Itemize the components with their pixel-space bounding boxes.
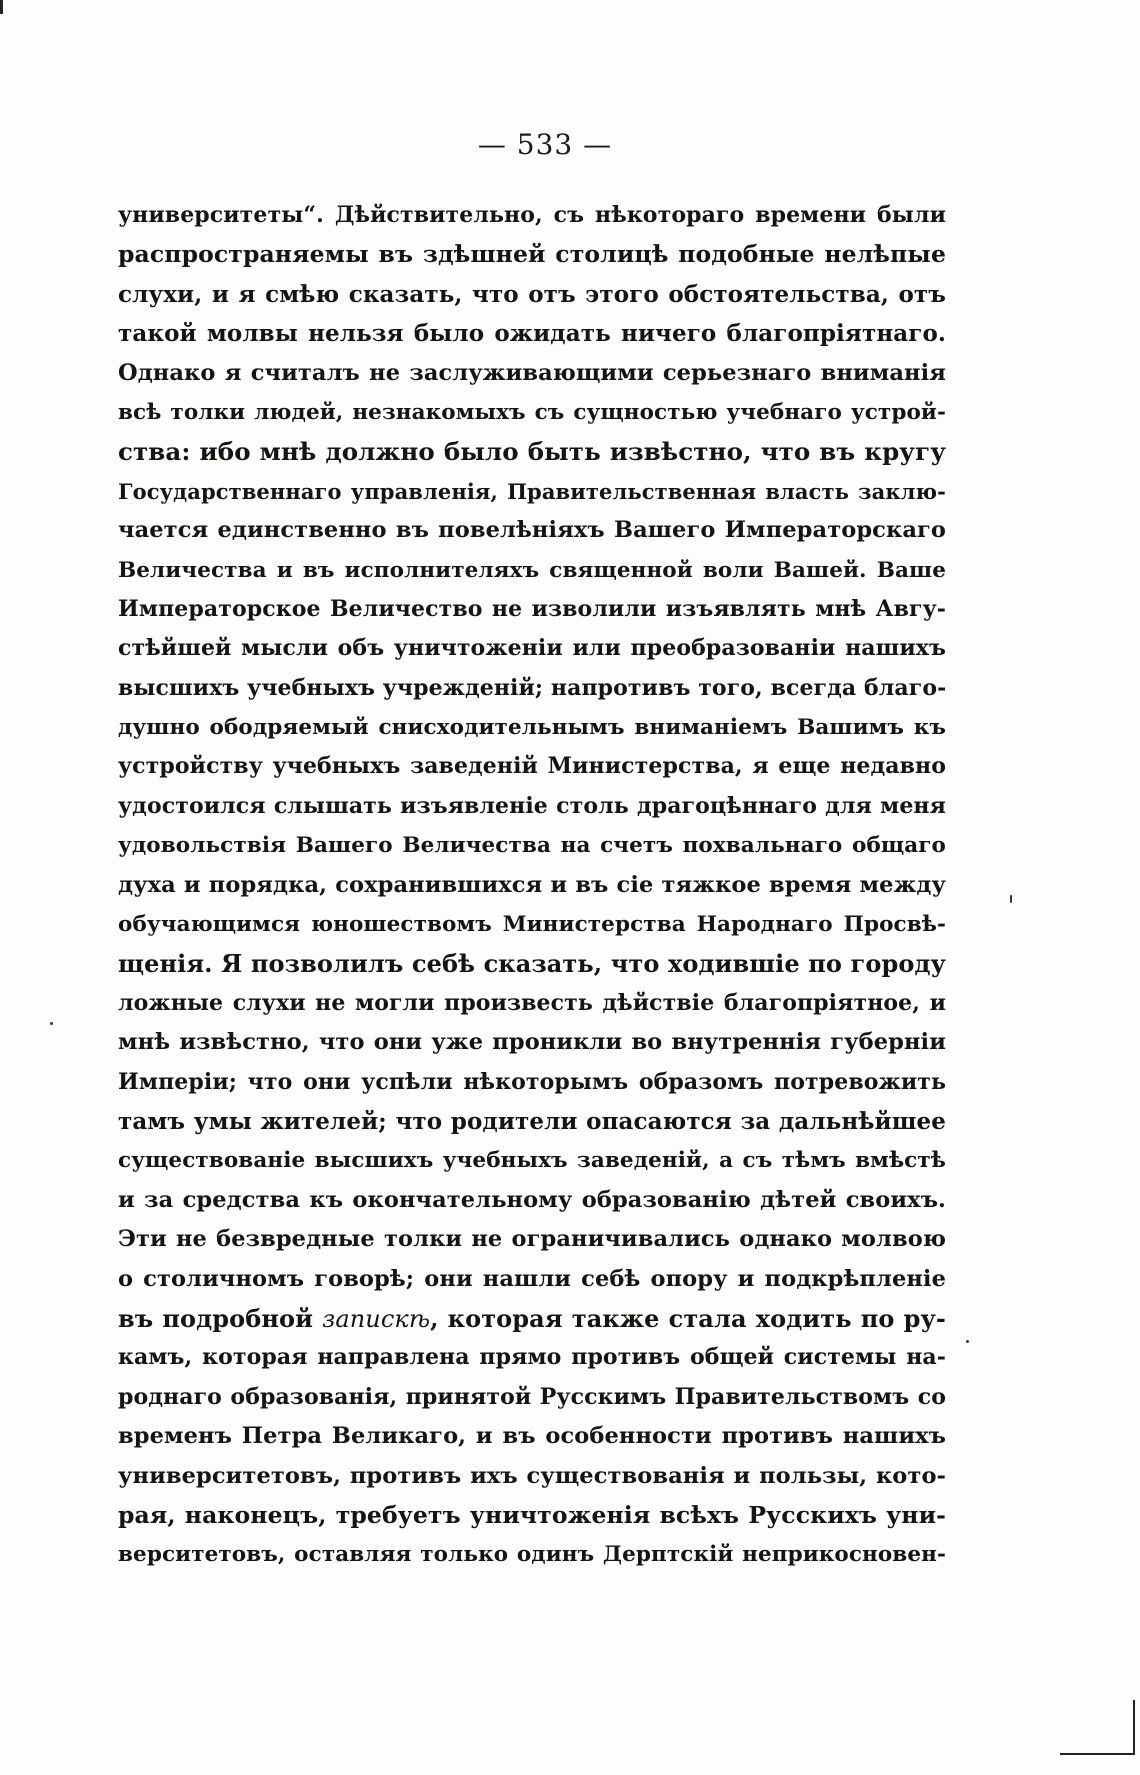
scan-corner-mark [1060, 1753, 1135, 1755]
text-line: духа и порядка, сохранившихся и въ сіе тяжкое время между [118, 871, 946, 898]
text-line: Имперіи; что они успѣли нѣкоторымъ образомъ потревожить [118, 1068, 946, 1095]
text-line: удовольствія Вашего Величества на счетъ похвальнаго общаго [118, 833, 946, 859]
text-line: слухи, и я смѣю сказать, что отъ этого обстоятельства, отъ [118, 280, 946, 308]
text-line: Эти не безвредные толки не ограничивались однако молвою [118, 1226, 946, 1253]
text-line: ства: ибо мнѣ должно было быть извѣстно, что въ кругу [118, 437, 946, 467]
text-segment: въ подробной [118, 1303, 314, 1333]
body-text [118, 196, 946, 1575]
text-line: ложные слухи не могли произвесть дѣйствіе благопріятное, и [118, 989, 946, 1016]
text-line: обучающимся юношествомъ Министерства Народнаго Просвѣ- [118, 912, 946, 938]
text-line: верситетовъ, оставляя только одинъ Дерптскій неприкосновен- [118, 1542, 946, 1568]
text-line: стѣйшей мысли объ уничтоженіи или преобразованіи нашихъ [118, 635, 946, 662]
text-line: временъ Петра Великаго, и въ особенности противъ нашихъ [118, 1423, 946, 1450]
text-line: камъ, которая направлена прямо противъ общей системы на- [118, 1344, 946, 1371]
text-line: Величества и въ исполнителяхъ священной воли Вашей. Ваше [118, 557, 946, 583]
text-line: университетовъ, противъ ихъ существованія и пользы, кото- [118, 1462, 946, 1489]
scan-corner-mark [1133, 1700, 1135, 1755]
text-line: университеты“. Дѣйствительно, съ нѣкотораго времени были [118, 202, 946, 228]
text-line: мнѣ извѣстно, что они уже проникли во внутреннія губерніи [118, 1029, 946, 1056]
emphasized-word: запискѣ [322, 1304, 431, 1333]
text-line: распространяемы въ здѣшней столицѣ подобные нелѣпые [118, 240, 946, 269]
text-line: высшихъ учебныхъ учрежденій; напротивъ того, всегда благо- [118, 674, 946, 701]
text-line: такой молвы нельзя было ожидать ничего благопріятнаго. [118, 320, 946, 348]
text-line-with-emphasis [118, 1299, 946, 1338]
text-line: и за средства къ окончательному образованію дѣтей своихъ. [118, 1186, 946, 1213]
scan-edge-mark [0, 0, 3, 14]
scan-speck [966, 1340, 969, 1343]
page-number: — 533 — [477, 128, 613, 161]
text-line: устройству учебныхъ заведеній Министерства, я еще недавно [118, 753, 946, 780]
scan-speck [50, 1022, 53, 1025]
text-line: о столичномъ говорѣ; они нашли себѣ опору и подкрѣпленіе [118, 1265, 946, 1292]
text-line: роднаго образованія, принятой Русскимъ Правительствомъ со [118, 1383, 946, 1410]
text-segment: , которая также стала ходить по ру- [430, 1303, 946, 1333]
text-line: существованіе высшихъ учебныхъ заведеній, а съ тѣмъ вмѣстѣ [118, 1148, 946, 1174]
text-line: рая, наконецъ, требуетъ уничтоженія всѣхъ Русскихъ уни- [118, 1500, 946, 1529]
text-line: Императорское Величество не изволили изъявлять мнѣ Авгу- [118, 595, 946, 622]
text-line: Государственнаго управленія, Правительственная власть заклю- [118, 478, 946, 504]
text-line: Однако я считалъ не заслуживающими серьезнаго вниманія [118, 359, 946, 386]
scan-speck [1010, 895, 1012, 903]
text-line: удостоился слышать изъявленіе столь драгоцѣннаго для меня [118, 792, 946, 819]
text-line: тамъ умы жителей; что родители опасаются за дальнѣйшее [118, 1107, 946, 1135]
text-line: чается единственно въ повелѣніяхъ Вашего Императорскаго [118, 517, 946, 544]
text-line: всѣ толки людей, незнакомыхъ съ сущностью учебнаго устрой- [118, 399, 946, 425]
text-line: щенія. Я позволилъ себѣ сказать, что ходившіе по городу [118, 949, 946, 979]
text-line: душно ободряемый снисходительнымъ вниманіемъ Вашимъ къ [118, 715, 946, 741]
